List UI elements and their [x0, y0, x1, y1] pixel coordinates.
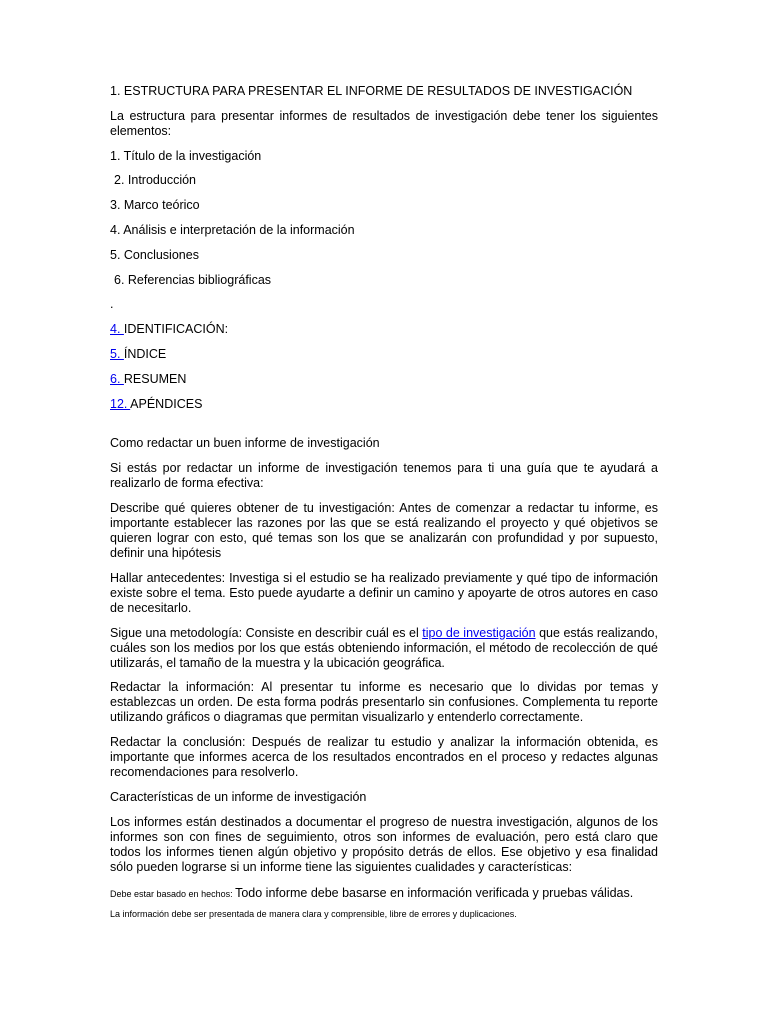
- item-label: RESUMEN: [123, 371, 187, 386]
- how-to-title: Como redactar un buen informe de investigación: [110, 436, 380, 451]
- structure-item-1: 1. Título de la investigación: [110, 148, 262, 163]
- item-number-link[interactable]: 6.: [110, 371, 124, 386]
- item-label: APÉNDICES: [130, 396, 203, 411]
- separator-dot: .: [110, 297, 114, 312]
- fact-text: Todo informe debe basarse en información verificada y pruebas válidas.: [235, 885, 634, 900]
- step-write: Redactar la información: Al presentar tu informe es necesario que lo dividas por temas y establezcas un orden. De esta forma podrás presentarlo sin confusiones. Complementa tu reporte utilizando gráficos o diagramas que permitan visualizarlo y entenderlo correctamente.: [110, 680, 658, 725]
- item-label: ÍNDICE: [123, 346, 167, 361]
- item-number-link[interactable]: 12.: [110, 396, 131, 411]
- structure-item-6: 6. Referencias bibliográficas: [114, 272, 272, 287]
- tipo-investigacion-link[interactable]: tipo de investigación: [422, 625, 536, 640]
- linked-item-identificacion: [110, 322, 658, 337]
- characteristics-title: Características de un informe de investigación: [110, 789, 367, 804]
- clarity-line: La información debe ser presentada de manera clara y comprensible, libre de errores y duplicaciones.: [110, 908, 517, 919]
- step-describe: Describe qué quieres obtener de tu investigación: Antes de comenzar a redactar tu informe, es importante establecer las razones por las que se está realizando el proyecto y qué objetivos se quieren lograr con esto, qué temas son los que se analizarán con profundidad y por supuesto, definir una hipótesis: [110, 500, 658, 560]
- structure-item-4: 4. Análisis e interpretación de la información: [110, 222, 355, 237]
- section-heading: 1. ESTRUCTURA PARA PRESENTAR EL INFORME DE RESULTADOS DE INVESTIGACIÓN: [110, 84, 633, 98]
- step-background: Hallar antecedentes: Investiga si el estudio se ha realizado previamente y qué tipo de información existe sobre el tema. Esto puede ayudarte a definir un camino y apoyarte de otros autores en caso de necesitarlo.: [110, 570, 658, 615]
- structure-item-3: 3. Marco teórico: [110, 198, 200, 213]
- structure-item-2: 2. Introducción: [114, 173, 196, 188]
- linked-item-resumen: [110, 372, 658, 387]
- step-method-after: que estás realizando, cuáles son los medios por los que estás obteniendo información, el método de recolección de qué utilizarás, el tamaño de la muestra y la ubicación geográfica.: [110, 625, 658, 670]
- fact-based-line: [110, 885, 658, 901]
- document-page: [110, 84, 658, 929]
- how-to-intro: Si estás por redactar un informe de investigación tenemos para ti una guía que te ayudará a realizarlo de forma efectiva:: [110, 461, 658, 491]
- step-method-before: Sigue una metodología: Consiste en describir cuál es el: [110, 625, 423, 640]
- linked-item-indice: [110, 347, 658, 362]
- item-number-link[interactable]: 4.: [110, 322, 124, 337]
- intro-paragraph: La estructura para presentar informes de resultados de investigación debe tener los siguientes elementos:: [110, 108, 658, 138]
- item-number-link[interactable]: 5.: [110, 346, 124, 361]
- fact-label: Debe estar basado en hechos:: [110, 888, 236, 899]
- linked-item-apendices: [110, 397, 658, 412]
- structure-item-5: 5. Conclusiones: [110, 247, 199, 262]
- blank-line: [110, 421, 658, 436]
- step-conclusion: Redactar la conclusión: Después de realizar tu estudio y analizar la información obtenida, es importante que informes acerca de los resultados encontrados en el proceso y redactes algunas recomendaciones para resolverlo.: [110, 735, 658, 780]
- step-method: [110, 626, 658, 671]
- item-label: IDENTIFICACIÓN:: [123, 322, 229, 337]
- characteristics-body: Los informes están destinados a documentar el progreso de nuestra investigación, algunos de los informes son con fines de seguimiento, otros son informes de evaluación, pero está claro que todos los informes tienen algún objetivo y propósito detrás de ellos. Ese objetivo y esa finalidad sólo pueden lograrse si un informe tiene las siguientes cualidades y características:: [110, 814, 658, 874]
